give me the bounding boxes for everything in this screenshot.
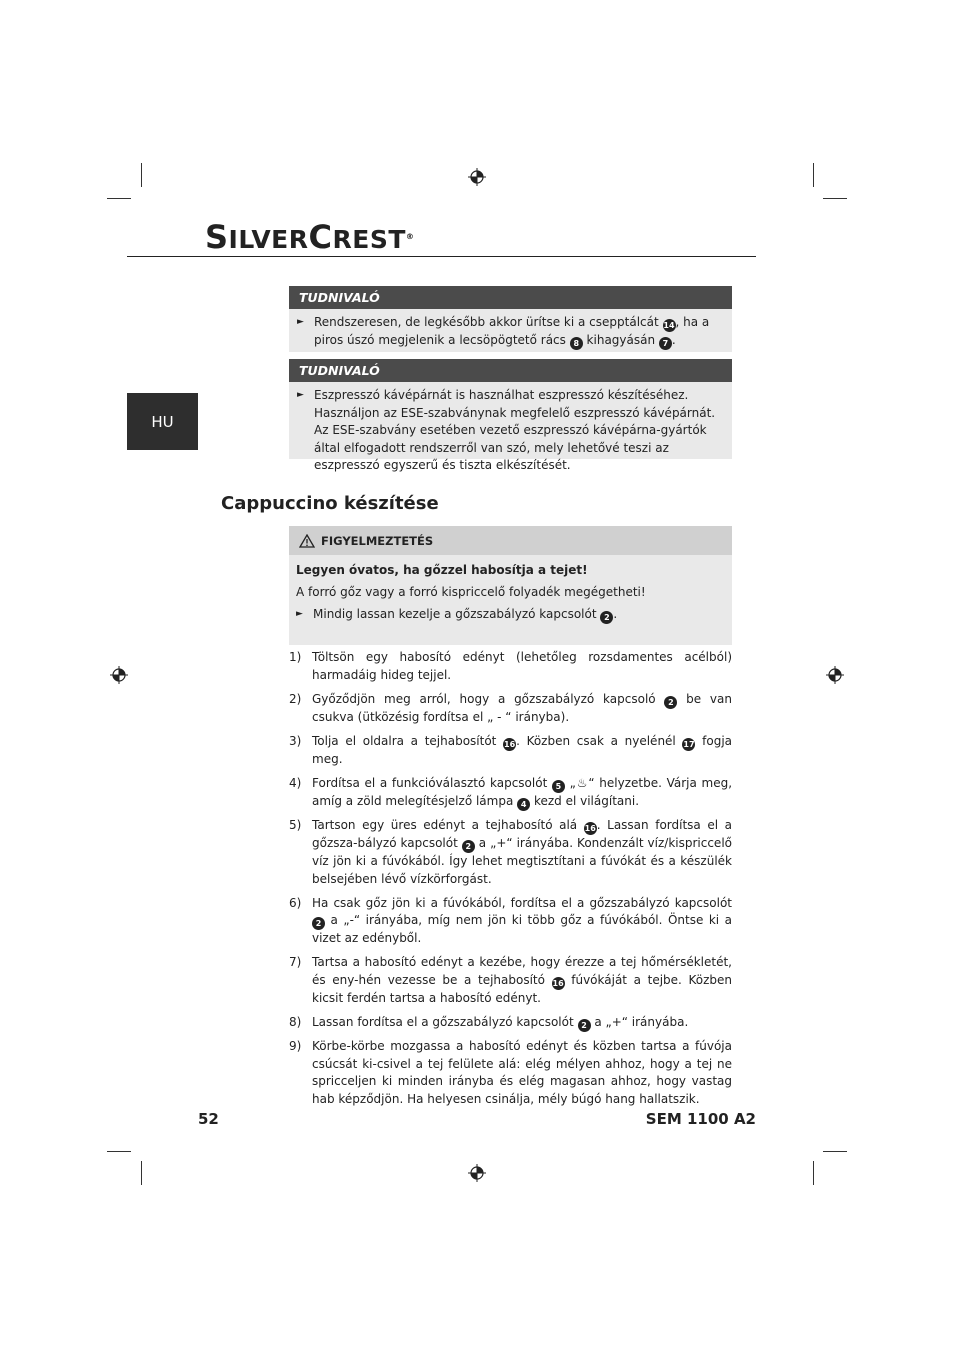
part-number-badge: 2 [462,840,475,853]
step-item: 1) Töltsön egy habosító edényt (lehetőleg rozsdamentes acélból) harmadáig hideg tejjel. [289,650,732,682]
step-item: 9) Körbe-körbe mozgassa a habosító edényt és közben tartsa a fúvója csúcsát ki-csivel a tej felülete alá: elég mélyen ahhoz, hogy a tej ne spricceljen ki minden irányba és elég magasan ahhoz, hogy vastag hab képződjön. Ha helyesen csinálja, mély búgó hang hallatszik. [289,1039,732,1106]
brand-logo: SILVERCREST® [205,218,415,256]
warning-headline: Legyen óvatos, ha gőzzel habosítja a tejet! [296,563,588,577]
crop-mark [813,163,814,187]
part-number-badge: 8 [570,337,583,350]
note-title: TUDNIVALÓ [289,359,732,382]
note-bullet: ► Eszpresszó kávépárnát is használhat eszpresszó készítéséhez. Használjon az ESE-szabványnak megfelelő eszpresszó kávépárnát. Az ESE-szabvány esetében vezető eszpresszó kávépárna-gyártók által elfogadott rendszerről van szó, mely lehetővé teszi az eszpresszó egyszerű és tiszta elkészítését. [297,387,724,475]
part-number-badge: 2 [578,1019,591,1032]
part-number-badge: 2 [312,917,325,930]
step-item: 8) Lassan fordítsa el a gőzszabályzó kapcsolót 2 a „+“ irányába. [289,1014,689,1030]
crop-mark [141,1161,142,1185]
step-item: 2) Győződjön meg arról, hogy a gőzszabályzó kapcsoló 2 be van csukva (ütközésig fordítsa el „ - “ irányba). [289,691,732,724]
part-number-badge: 4 [517,798,530,811]
steam-symbol-icon: ♨ [575,775,589,790]
part-number-badge: 7 [659,337,672,350]
note-body [289,309,732,352]
section-title: Cappuccino készítése [221,493,439,514]
warning-box [289,526,732,645]
page-number: 52 [198,1110,219,1128]
part-number-badge: 2 [600,611,613,624]
note-bullet: ► Rendszeresen, de legkésőbb akkor ürítse ki a csepptálcát 14, ha a piros úszó megjelenik a lecsöpögtető rács 8 kihagyásán 7 . [297,315,710,348]
registration-mark-icon [468,1164,486,1182]
warning-triangle-icon [299,534,315,548]
registration-mark-icon [110,666,128,684]
warning-bullet: ► Mindig lassan kezelje a gőzszabályzó kapcsolót 2 . [296,603,725,625]
language-tab: HU [127,393,198,450]
part-number-badge: 2 [664,696,677,709]
part-number-badge: 14 [663,321,675,330]
part-number-badge: 16 [584,824,596,833]
model-number: SEM 1100 A2 [645,1110,756,1128]
crop-mark [141,163,142,187]
header-rule [127,256,756,257]
warning-title: FIGYELMEZTETÉS [321,533,434,548]
note-title: TUDNIVALÓ [289,286,732,309]
warning-header [289,526,732,555]
part-number-badge: 5 [552,780,565,793]
registration-mark-icon [468,168,486,186]
part-number-badge: 16 [552,978,564,988]
part-number-badge: 17 [683,739,695,749]
bullet-arrow-icon: ► [297,390,304,400]
bullet-arrow-icon: ► [296,609,303,619]
bullet-arrow-icon: ► [297,317,304,327]
part-number-badge: 16 [504,739,516,749]
step-item: 4) Fordítsa el a funkcióválasztó kapcsolót 5 „♨“ helyzetbe. Várja meg, amíg a zöld melegítésjelző lámpa 4 kezd el világítani. [289,775,733,809]
crop-mark [813,1161,814,1185]
step-item: 6) Ha csak gőz jön ki a fúvókából, fordítsa el a gőzszabályzó kapcsolót 2 a „-“ irányába, míg nem jön ki több gőz a fúvókából. Öntse ki a vizet az edényből. [289,895,732,945]
note-body [289,382,732,472]
crop-mark [107,198,131,199]
registration-mark-icon [826,666,844,684]
crop-mark [823,1151,847,1152]
step-item: 5) Tartson egy üres edényt a tejhabosító alá 16. Lassan fordítsa el a gőzsza-bályzó kapcsolót 2 a „+“ irányába. Kondenzált víz/kispriccelő víz jön ki a fúvókából. Így lehet megtisztítani a fúvókát és a készülék belsejében lévő vízkörforgást. [289,818,732,886]
crop-mark [823,198,847,199]
step-item: 3) Tolja el oldalra a tejhabosítót 16. Közben csak a nyelénél 17 fogja meg. [289,733,733,766]
warning-text: A forró gőz vagy a forró kispriccelő folyadék megégetheti! [296,585,646,599]
crop-mark [107,1151,131,1152]
step-item: 7) Tartsa a habosító edényt a kezébe, hogy érezze a tej hőmérsékletét, és eny-hén vezesse be a tejhabosító 16 fúvókáját a tejbe. Közben kicsit ferdén tartsa a habosító edényt. [289,955,733,1005]
step-list [289,649,732,1115]
